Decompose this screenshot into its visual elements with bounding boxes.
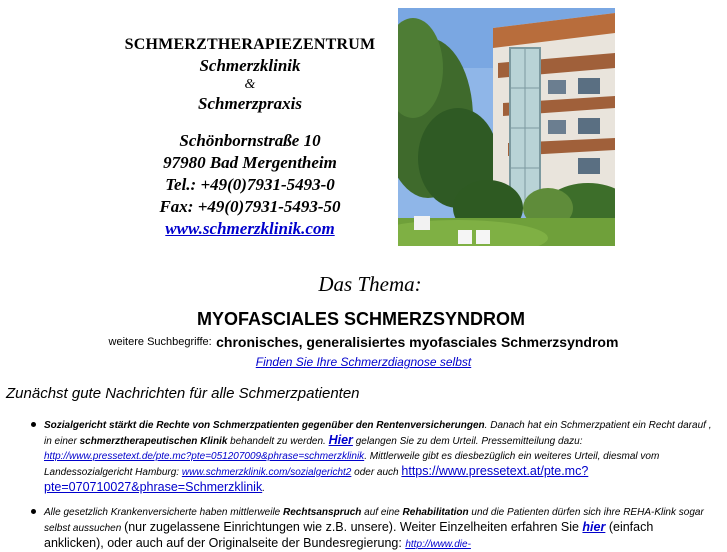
building-photo-image (398, 8, 615, 246)
clinic-name: Schmerzklinik (199, 56, 301, 75)
text: und die Patienten dürfen sich ihre REHA-Klink sogar selbst aussuchen (44, 507, 704, 534)
text: oder auch (351, 467, 402, 478)
text: behandelt zu werden. (227, 436, 329, 447)
press-release-link-1[interactable]: http://www.pressetext.de/pte.mc?pte=051207009&phrase=schmerzklinik (44, 451, 365, 462)
text: . Mittlerweile gibt es diesbezüglich ein weiteres Urteil, diesmal vom Landessozialgericht Hamburg: (44, 451, 660, 478)
main-topic-heading: MYOFASCIALES SCHMERZSYNDROM (196, 309, 526, 329)
address-block (100, 130, 400, 240)
city: 97980 Bad Mergentheim (163, 153, 337, 172)
bullet-icon (31, 422, 36, 427)
ruling-headline: Sozialgericht stärkt die Rechte von Schmerzpatienten gegenüber den Rentenversicherungen (44, 420, 485, 431)
topic-title: Das Thema: (318, 272, 422, 296)
text: gelangen Sie zu dem Urteil. Pressemitteilung dazu: (352, 436, 583, 447)
text: Alle gesetzlich Krankenversicherte haben mittlerweile (44, 507, 284, 518)
rehab-here-link[interactable]: hier (582, 520, 606, 534)
phone: Tel.: +49(0)7931-5493-0 (165, 175, 335, 194)
second-ruling-link[interactable]: www.schmerzklinik.com/sozialgericht2 (181, 467, 352, 478)
clinic-header (100, 34, 400, 240)
ruling-here-link[interactable]: Hier (328, 433, 353, 447)
fax: Fax: +49(0)7931-5493-50 (159, 197, 341, 216)
text: . (262, 483, 265, 494)
search-terms-label: weitere Suchbegriffe: (108, 336, 212, 348)
praxis-name: Schmerzpraxis (198, 94, 302, 113)
rehabilitation-term: Rehabilitation (402, 507, 469, 518)
bullet-icon (31, 509, 36, 514)
clinic-term: schmerztherapeutischen Klinik (79, 436, 228, 447)
ampersand: & (244, 77, 256, 92)
text: (nur zugelassene Einrichtungen wie z.B. unsere). Weiter Einzelheiten erfahren Sie (124, 520, 583, 534)
news-heading: Zunächst gute Nachrichten für alle Schmerzpatienten (6, 385, 360, 402)
center-name: SCHMERZTHERAPIEZENTRUM (124, 36, 376, 53)
press-release-link-2[interactable]: https://www.pressetext.at/pte.mc?pte=070710027&phrase=Schmerzklinik (44, 464, 589, 494)
search-terms-line (0, 334, 727, 352)
news-item-court-ruling (26, 418, 716, 496)
text: . Danach hat ein Schmerzpatient ein Recht darauf , in einer (44, 420, 712, 447)
government-link[interactable]: http://www.die- (405, 539, 471, 550)
search-terms: chronisches, generalisiertes myofasciales Schmerzsyndrom (216, 334, 619, 350)
website-link[interactable]: www.schmerzklinik.com (165, 219, 335, 238)
text: (einfach anklicken), oder auch auf der Originalseite der Bundesregierung: (44, 520, 654, 550)
street: Schönbornstraße 10 (179, 131, 321, 150)
text: auf eine (361, 507, 403, 518)
legal-claim-term: Rechtsanspruch (283, 507, 362, 518)
building-photo (398, 8, 615, 246)
news-list-1 (26, 418, 716, 496)
find-diagnosis-link[interactable]: Finden Sie Ihre Schmerzdiagnose selbst (255, 355, 472, 369)
